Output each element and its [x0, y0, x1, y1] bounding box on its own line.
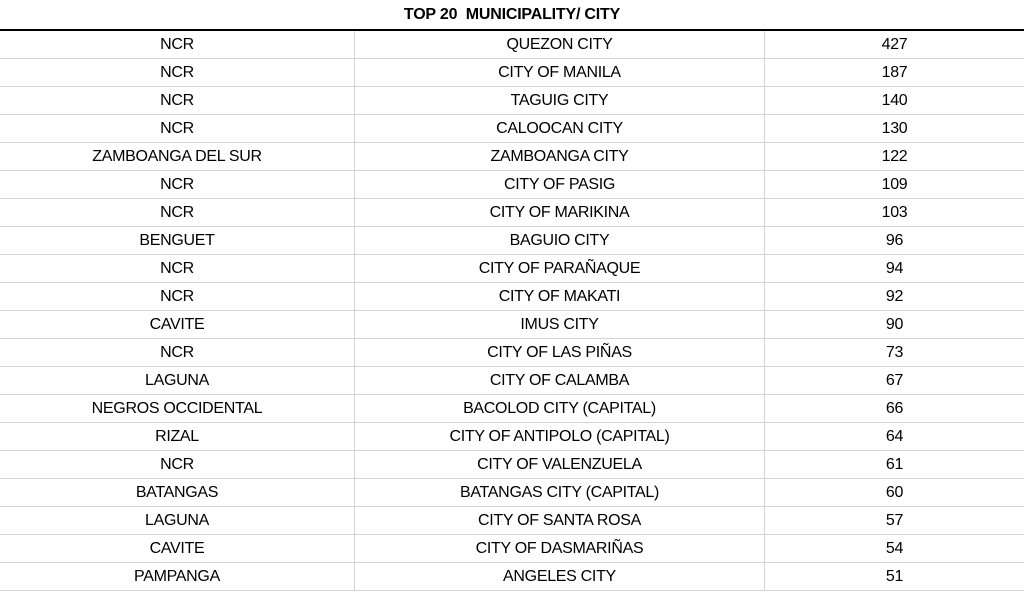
table-row	[0, 311, 1024, 339]
table-row	[0, 255, 1024, 283]
table-row	[0, 535, 1024, 563]
table-row	[0, 143, 1024, 171]
city-cell[interactable]: CALOOCAN CITY	[355, 115, 765, 142]
table-row	[0, 283, 1024, 311]
table-title: TOP 20 MUNICIPALITY/ CITY	[0, 0, 1024, 31]
count-cell[interactable]: 90	[885, 315, 904, 333]
count-cell[interactable]: 96	[885, 231, 904, 249]
count-cell[interactable]: 140	[881, 91, 908, 109]
city-cell[interactable]: CITY OF PARAÑAQUE	[355, 255, 765, 282]
province-cell[interactable]: NCR	[0, 171, 355, 198]
city-cell[interactable]: CITY OF VALENZUELA	[355, 451, 765, 478]
province-cell[interactable]: LAGUNA	[0, 367, 355, 394]
table-row	[0, 115, 1024, 143]
province-cell[interactable]: NCR	[0, 31, 355, 58]
province-cell[interactable]: NCR	[0, 199, 355, 226]
province-cell[interactable]: CAVITE	[0, 311, 355, 338]
count-cell[interactable]: 73	[885, 343, 904, 361]
city-cell[interactable]: IMUS CITY	[355, 311, 765, 338]
city-cell[interactable]: CITY OF LAS PIÑAS	[355, 339, 765, 366]
table-row	[0, 451, 1024, 479]
count-cell[interactable]: 92	[885, 287, 904, 305]
count-cell[interactable]: 130	[881, 119, 908, 137]
city-cell[interactable]: CITY OF SANTA ROSA	[355, 507, 765, 534]
province-cell[interactable]: PAMPANGA	[0, 563, 355, 590]
count-cell[interactable]: 103	[881, 203, 908, 221]
count-cell[interactable]: 57	[885, 511, 904, 529]
city-cell[interactable]: BAGUIO CITY	[355, 227, 765, 254]
province-cell[interactable]: NCR	[0, 115, 355, 142]
province-cell[interactable]: RIZAL	[0, 423, 355, 450]
count-cell[interactable]: 109	[881, 175, 908, 193]
province-cell[interactable]: BATANGAS	[0, 479, 355, 506]
count-cell[interactable]: 66	[885, 399, 904, 417]
count-cell[interactable]: 67	[885, 371, 904, 389]
table-row	[0, 479, 1024, 507]
city-cell[interactable]: ZAMBOANGA CITY	[355, 143, 765, 170]
province-cell[interactable]: NCR	[0, 87, 355, 114]
table-row	[0, 227, 1024, 255]
city-cell[interactable]: CITY OF MAKATI	[355, 283, 765, 310]
city-cell[interactable]: ANGELES CITY	[355, 563, 765, 590]
count-cell[interactable]: 51	[885, 567, 904, 585]
city-cell[interactable]: CITY OF CALAMBA	[355, 367, 765, 394]
province-cell[interactable]: NCR	[0, 255, 355, 282]
province-cell[interactable]: NEGROS OCCIDENTAL	[0, 395, 355, 422]
city-cell[interactable]: CITY OF DASMARIÑAS	[355, 535, 765, 562]
table-row	[0, 563, 1024, 591]
count-cell[interactable]: 64	[885, 427, 904, 445]
province-cell[interactable]: NCR	[0, 59, 355, 86]
province-cell[interactable]: LAGUNA	[0, 507, 355, 534]
table-row	[0, 171, 1024, 199]
province-cell[interactable]: BENGUET	[0, 227, 355, 254]
city-cell[interactable]: CITY OF MANILA	[355, 59, 765, 86]
count-cell[interactable]: 122	[881, 147, 908, 165]
count-cell[interactable]: 60	[885, 483, 904, 501]
table-row	[0, 367, 1024, 395]
table-row	[0, 87, 1024, 115]
city-cell[interactable]: BATANGAS CITY (CAPITAL)	[355, 479, 765, 506]
city-cell[interactable]: QUEZON CITY	[355, 31, 765, 58]
city-cell[interactable]: CITY OF ANTIPOLO (CAPITAL)	[355, 423, 765, 450]
table-row	[0, 59, 1024, 87]
city-cell[interactable]: CITY OF PASIG	[355, 171, 765, 198]
count-cell[interactable]: 187	[881, 63, 908, 81]
province-cell[interactable]: ZAMBOANGA DEL SUR	[0, 143, 355, 170]
province-cell[interactable]: CAVITE	[0, 535, 355, 562]
city-cell[interactable]: CITY OF MARIKINA	[355, 199, 765, 226]
table-row	[0, 339, 1024, 367]
table-row	[0, 395, 1024, 423]
count-cell[interactable]: 94	[885, 259, 904, 277]
province-cell[interactable]: NCR	[0, 451, 355, 478]
table-row	[0, 31, 1024, 59]
table-row	[0, 199, 1024, 227]
count-cell[interactable]: 61	[885, 455, 904, 473]
city-cell[interactable]: BACOLOD CITY (CAPITAL)	[355, 395, 765, 422]
count-cell[interactable]: 54	[885, 539, 904, 557]
data-table	[0, 31, 1024, 591]
table-row	[0, 423, 1024, 451]
city-cell[interactable]: TAGUIG CITY	[355, 87, 765, 114]
province-cell[interactable]: NCR	[0, 339, 355, 366]
province-cell[interactable]: NCR	[0, 283, 355, 310]
count-cell[interactable]: 427	[881, 35, 908, 53]
table-row	[0, 507, 1024, 535]
